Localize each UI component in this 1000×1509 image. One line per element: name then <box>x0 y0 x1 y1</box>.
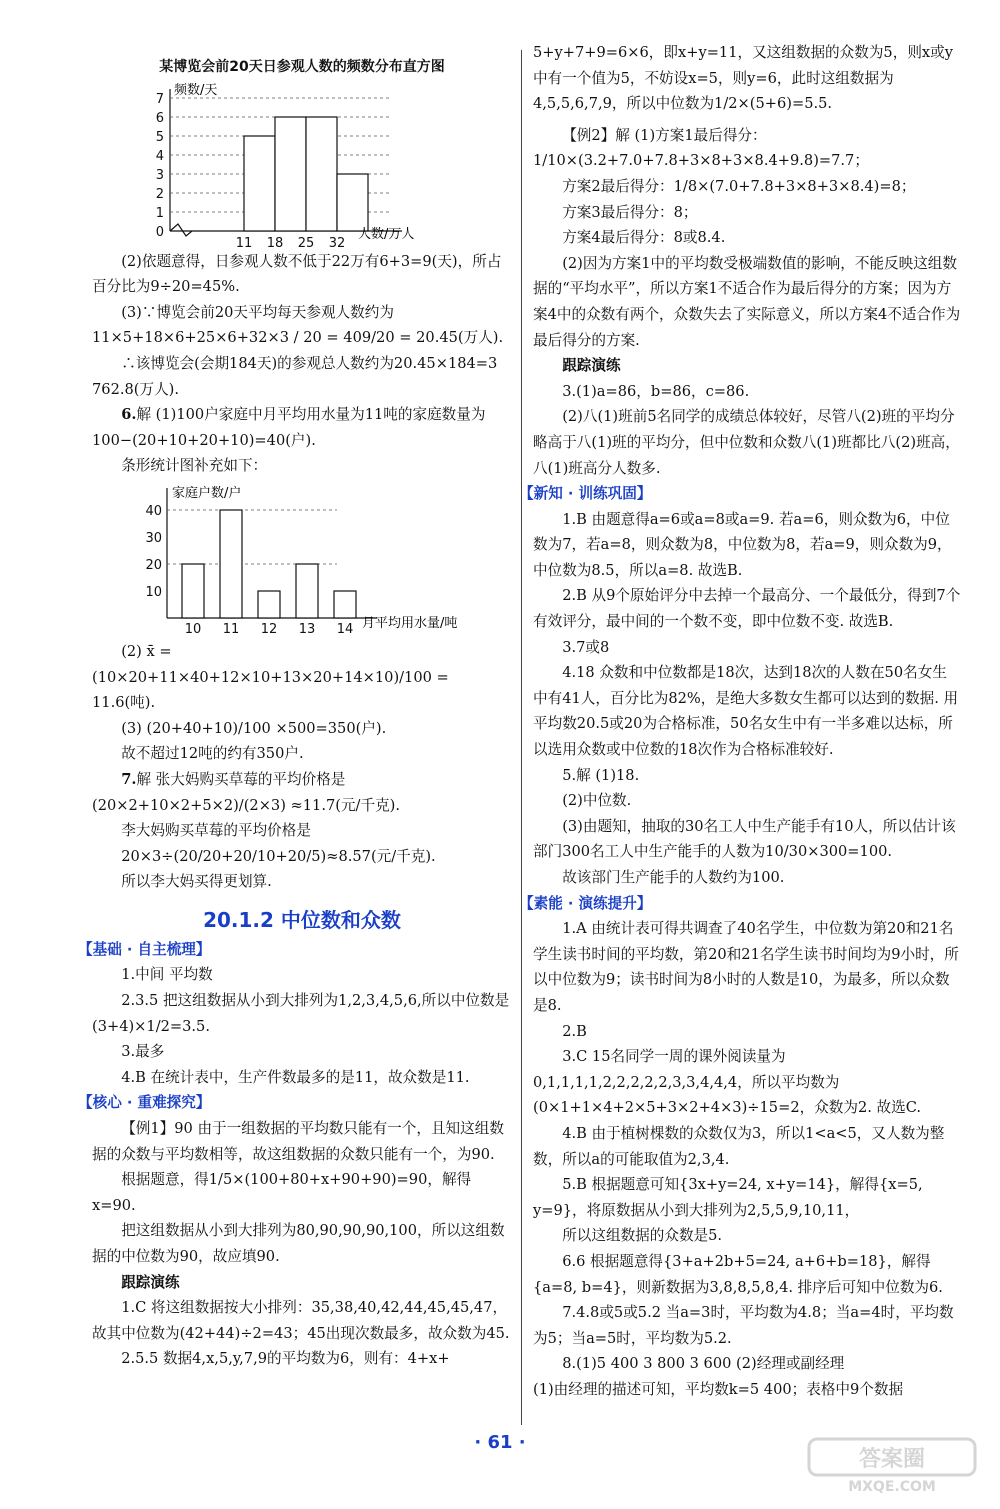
svg-text:MXQE.COM: MXQE.COM <box>848 1479 936 1495</box>
section-tag-new: 【新知 · 训练巩固】 <box>519 485 652 503</box>
answer-item: 7.4.8或5或5.2 当a=3时，平均数为4.8；当a=4时，平均数为5；当a=5时，平均数为5.2. <box>533 1304 954 1347</box>
chart2-ylabel: 家庭户数/户 <box>172 485 242 501</box>
answer-item: 1.A 由统计表可得共调查了40名学生，中位数为第20和21名学生读书时间的平均数，第20和21名学生读书时间均为9小时，所以中位数为9；读书时间为8小时的人数是10，为最多，所以众数是8. <box>533 920 959 1014</box>
formula: (3) (20+40+10)/100 ×500=350(户). <box>121 719 387 737</box>
answer-item: 3.7或8 <box>562 638 610 656</box>
chart2-bar-12 <box>258 591 280 618</box>
paragraph: 方案3最后得分：8； <box>562 203 698 221</box>
chart1-ytick: 6 <box>155 110 164 126</box>
answer-item: 1.中间 平均数 <box>121 966 213 984</box>
chart2-xtick: 14 <box>336 621 354 637</box>
answer-item: 4.18 众数和中位数都是18次，达到18次的人数在50名女生中有41人，百分比为82%，是绝大多数女生都可以达到的数据. 用平均数20.5或20为合格标准，50名女生中有一半多难以达标，所以选用众数或中位数的18次作为合格标准较好. <box>533 664 959 759</box>
paragraph: (1)由经理的描述可知，平均数k=5 400；表格中9个数据 <box>533 1380 904 1398</box>
chart2-ytick: 10 <box>145 584 162 600</box>
paragraph: (2)中位数. <box>562 792 632 810</box>
svg-text:答案圈: 答案圈 <box>858 1447 926 1472</box>
item-number: 7. <box>121 770 137 788</box>
chart2-ytick: 20 <box>145 557 162 573</box>
answer-item: 3.C 15名同学一周的课外阅读量为0,1,1,1,1,2,2,2,2,2,3,3,4,4,4，所以平均数为(0×1+1×4+2×5+3×2+4×3)÷15=2，众数为2. 故选C. <box>533 1048 922 1117</box>
chart2-xtick: 11 <box>222 621 240 637</box>
chart1-axis-break <box>170 224 192 236</box>
paragraph: 5+y+7+9=6×6，即x+y=11，又这组数据的众数为5，则x或y中有一个值为5，不妨设x=5，则y=6，此时这组数据为4,5,5,6,7,9，所以中位数为1/2×(5+6)=5.5. <box>533 44 953 113</box>
answer-item: 2.B <box>562 1022 587 1040</box>
formula: (2) x̄ = (10×20+11×40+12×10+13×20+14×10)/100 = <box>92 642 449 686</box>
answer-item: 4.B 在统计表中，生产件数最多的是11，故众数是11. <box>121 1068 470 1086</box>
chart2-bar-10 <box>182 564 204 618</box>
paragraph <box>92 767 512 793</box>
paragraph: 方案4最后得分：8或8.4. <box>562 229 726 247</box>
paragraph: 根据题意，得1/5×(100+80+x+90+90)=90，解得x=90. <box>92 1171 472 1214</box>
answer-item: 4.B 由于植树棵数的众数仅为3，所以1<a<5，又人数为整数，所以a的可能取值为2,3,4. <box>533 1124 945 1168</box>
paragraph: 故该部门生产能手的人数约为100. <box>562 869 785 886</box>
chart2-ytick: 40 <box>145 503 162 519</box>
chart1-bar-18 <box>275 117 306 231</box>
answer-item: 2.3.5 把这组数据从小到大排列为1,2,3,4,5,6,所以中位数是(3+4)×1/2=3.5. <box>92 992 510 1035</box>
answer-item: 5.解 (1)18. <box>562 766 640 784</box>
bar-chart <box>122 483 482 637</box>
example-1: 【例1】90 由于一组数据的平均数只能有一个，且知这组数据的众数与平均数相等，故这组数据的众数只能有一个，为90. <box>92 1120 504 1163</box>
paragraph: 条形统计图补充如下： <box>121 457 268 475</box>
paragraph-text: 解 张大妈购买草莓的平均价格是 <box>136 770 346 788</box>
paragraph: (3)∵博览会前20天平均每天参观人数约为 <box>121 303 394 321</box>
paragraph: 所以这组数据的众数是5. <box>562 1227 723 1245</box>
chart1-ylabel: 频数/天 <box>174 82 218 98</box>
answer-item: 1.C 将这组数据按大小排列：35,38,40,42,44,45,45,47，故其中位数为(42+44)÷2=43；45出现次数最多，故众数为45. <box>92 1299 510 1342</box>
chart2-ytick: 30 <box>145 530 162 546</box>
formula: 20×3÷(20/20+20/10+20/5)≈8.57(元/千克). <box>121 847 436 865</box>
watermark-logo <box>802 1435 982 1499</box>
answer-item: 8.(1)5 400 3 800 3 600 (2)经理或副经理 <box>562 1355 845 1373</box>
paragraph: 所以李大妈买得更划算. <box>121 873 272 891</box>
section-tag-core: 【核心 · 重难探究】 <box>78 1094 211 1112</box>
section-title: 20.1.2 中位数和众数 <box>203 907 401 932</box>
chart1-ytick: 7 <box>155 91 164 107</box>
chart1-caption: 某博览会前20天日参观人数的频数分布直方图 <box>159 59 445 75</box>
chart2-xlabel: 月平均用水量/吨 <box>362 615 458 631</box>
chart1-xlabel: 人数/万人 <box>358 226 415 242</box>
example-2: 【例2】解 (1)方案1最后得分：1/10×(3.2+7.0+7.8+3×8+3×8.4+9.8)=7.7； <box>533 126 869 170</box>
chart2-xtick: 10 <box>184 621 202 637</box>
chart2-bar-14 <box>334 591 356 618</box>
subheading-practice: 跟踪演练 <box>121 1273 180 1291</box>
paragraph: ∴该博览会(会期184天)的参观总人数约为20.45×184=3 762.8(万人). <box>92 354 498 398</box>
page-number: · 61 · <box>474 1432 526 1453</box>
right-column <box>519 40 961 1402</box>
answer-item: 3.最多 <box>121 1043 165 1061</box>
answer-item: 1.B 由题意得a=6或a=8或a=9. 若a=6，则众数为6，中位数为7，若a=8，则众数为8，中位数为8，若a=9，则众数为9，中位数为8.5，所以a=8. 故选B. <box>533 510 952 579</box>
chart2-xtick: 12 <box>260 621 278 637</box>
chart1-bar-11 <box>244 136 275 231</box>
chart1-ytick: 1 <box>155 205 164 221</box>
paragraph <box>92 402 512 453</box>
histogram-chart <box>112 81 422 251</box>
chart1-xtick: 25 <box>297 235 315 251</box>
paragraph: (3)由题知，抽取的30名工人中生产能手有10人，所以估计该部门300名工人中生产能手的人数为10/30×300=100. <box>533 817 956 861</box>
column-divider <box>521 50 522 1425</box>
paragraph: 11.6(吨). <box>92 694 156 712</box>
chart2-bar-13 <box>296 564 318 618</box>
paragraph: 把这组数据从小到大排列为80,90,90,90,100，所以这组数据的中位数为90，故应填90. <box>92 1222 505 1265</box>
paragraph: 方案2最后得分：1/8×(7.0+7.8+3×8+3×8.4)=8； <box>562 177 916 195</box>
watermark-icon <box>807 1435 977 1495</box>
chart2-xtick: 13 <box>298 621 316 637</box>
chart1-ytick: 3 <box>155 167 164 183</box>
paragraph-text: 解 (1)100户家庭中月平均用水量为11吨的家庭数量为100−(20+10+20+10)=40(户). <box>92 406 486 449</box>
chart1-ytick: 4 <box>155 148 164 164</box>
answer-item: 2.B 从9个原始评分中去掉一个最高分、一个最低分，得到7个有效评分，最中间的一个数不变，即中位数不变. 故选B. <box>533 587 961 631</box>
item-number: 6. <box>121 406 137 424</box>
answer-item: 3.(1)a=86，b=86，c=86. <box>562 382 750 400</box>
formula: 11×5+18×6+25×6+32×3 / 20 = 409/20 = 20.45(万人). <box>92 329 504 347</box>
paragraph: (2)八(1)班前5名同学的成绩总体较好，尽管八(2)班的平均分略高于八(1)班的平均分，但中位数和众数八(1)班都比八(2)班高，八(1)班高分人数多. <box>533 408 960 477</box>
formula: (20×2+10×2+5×2)/(2×3) ≈11.7(元/千克). <box>92 796 400 814</box>
chart1-xtick: 11 <box>235 235 253 251</box>
chart1-ytick: 2 <box>155 186 164 202</box>
chart1-ytick: 0 <box>155 224 164 240</box>
chart1-ytick: 5 <box>155 129 164 145</box>
section-tag-ability: 【素能 · 演练提升】 <box>519 894 652 912</box>
chart1-bar-25 <box>306 117 337 231</box>
answer-item: 2.5.5 数据4,x,5,y,7,9的平均数为6，则有：4+x+ <box>121 1350 450 1368</box>
answer-item: 5.B 根据题意可知{3x+y=24, x+y=14}，解得{x=5, y=9}，将原数据从小到大排列为2,5,5,9,10,11， <box>533 1176 923 1219</box>
paragraph: (2)因为方案1中的平均数受极端数值的影响，不能反映这组数据的“平均水平”，所以方案1不适合作为最后得分的方案；因为方案4中的众数有两个，众数失去了实际意义，所以方案4不适合作为最后得分的方案. <box>533 254 961 349</box>
paragraph: 李大妈购买草莓的平均价格是 <box>121 822 311 840</box>
chart2-bar-11 <box>220 510 242 618</box>
chart1-xtick: 18 <box>266 235 284 251</box>
section-tag-basic: 【基础 · 自主梳理】 <box>78 940 211 958</box>
chart1-xtick: 32 <box>328 235 346 251</box>
answer-item: 6.6 根据题意得{3+a+2b+5=24, a+6+b=18}，解得{a=8, b=4}，则新数据为3,8,8,5,8,4. 排序后可知中位数为6. <box>533 1252 943 1296</box>
left-column <box>78 40 512 1372</box>
subheading-practice: 跟踪演练 <box>562 357 621 375</box>
paragraph: 故不超过12吨的约有350户. <box>121 745 304 763</box>
paragraph: (2)依题意得，日参观人数不低于22万有6+3=9(天)，所占百分比为9÷20=45%. <box>92 252 502 296</box>
chart1-bar-32 <box>337 174 368 231</box>
